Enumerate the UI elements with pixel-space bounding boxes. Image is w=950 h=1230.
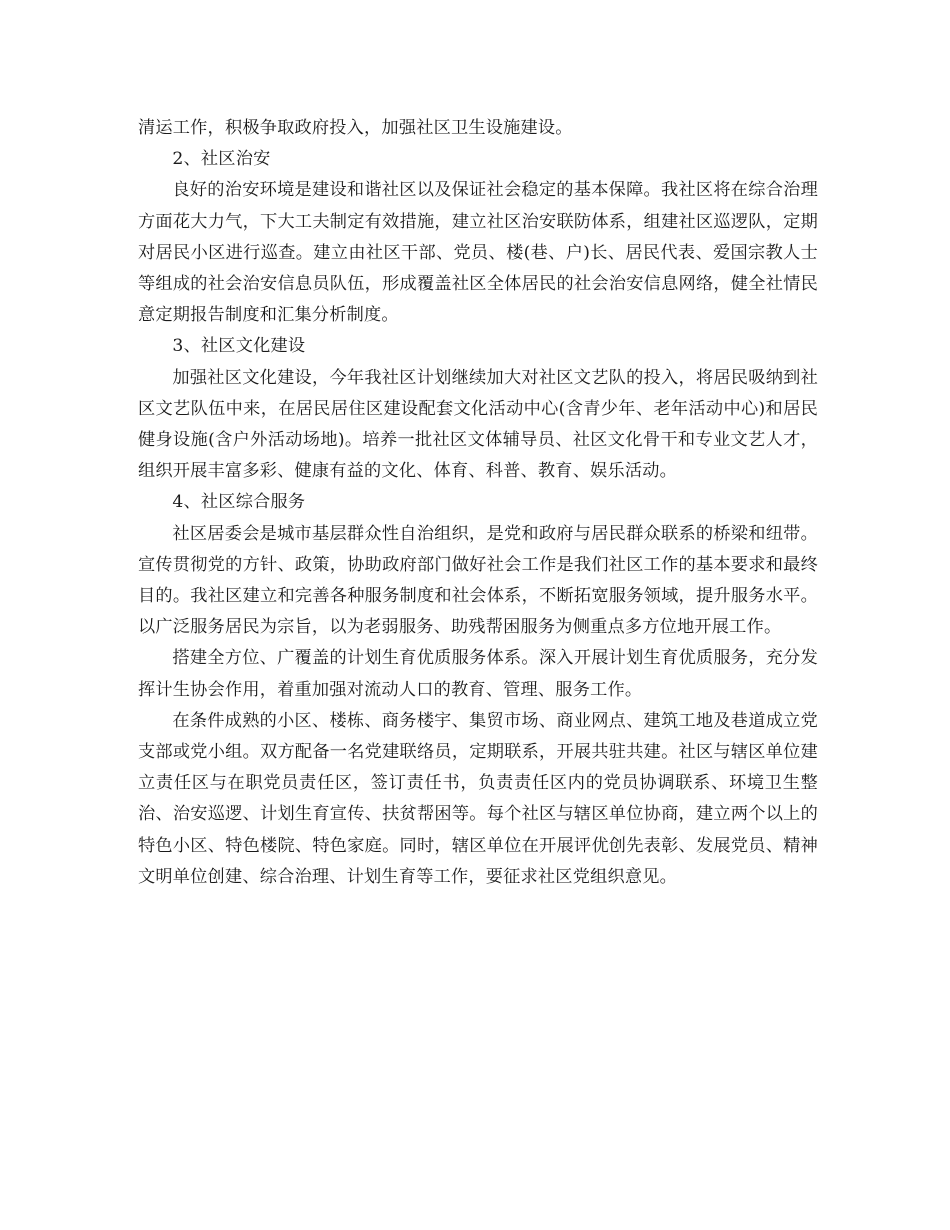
paragraph-services: 社区居委会是城市基层群众性自治组织，是党和政府与居民群众联系的桥梁和纽带。宣传贯彻党的方针、政策，协助政府部门做好社会工作是我们社区工作的基本要求和最终目的。我社区建立和完善各种服务制度和社会体系，不断拓宽服务领域，提升服务水平。以广泛服务居民为宗旨，以为老弱服务、助残帮困服务为侧重点多方位地开展工作。	[138, 523, 818, 638]
paragraph-family-planning: 搭建全方位、广覆盖的计划生育优质服务体系。深入开展计划生育优质服务，充分发挥计生协会作用，着重加强对流动人口的教育、管理、服务工作。	[138, 648, 818, 700]
paragraph-continuation: 清运工作，积极争取政府投入，加强社区卫生设施建设。	[138, 118, 573, 138]
document-body	[138, 113, 818, 893]
section-heading-services: 4、社区综合服务	[172, 492, 306, 513]
section-heading-culture: 3、社区文化建设	[172, 336, 306, 357]
paragraph-culture: 加强社区文化建设，今年我社区计划继续加大对社区文艺队的投入，将居民吸纳到社区文艺队伍中来，在居民居住区建设配套文化活动中心(含青少年、老年活动中心)和居民健身设施(含户外活动场地)。培养一批社区文体辅导员、社区文化骨干和专业文艺人才，组织开展丰富多彩、健康有益的文化、体育、科普、教育、娱乐活动。	[138, 367, 818, 482]
section-heading-security: 2、社区治安	[172, 149, 271, 170]
paragraph-security: 良好的治安环境是建设和谐社区以及保证社会稳定的基本保障。我社区将在综合治理方面花大力气，下大工夫制定有效措施，建立社区治安联防体系，组建社区巡逻队，定期对居民小区进行巡查。建立由社区干部、党员、楼(巷、户)长、居民代表、爱国宗教人士等组成的社会治安信息员队伍，形成覆盖社区全体居民的社会治安信息网络，健全社情民意定期报告制度和汇集分析制度。	[138, 180, 818, 326]
paragraph-party-building: 在条件成熟的小区、楼栋、商务楼宇、集贸市场、商业网点、建筑工地及巷道成立党支部或党小组。双方配备一名党建联络员，定期联系，开展共驻共建。社区与辖区单位建立责任区与在职党员责任区，签订责任书，负责责任区内的党员协调联系、环境卫生整治、治安巡逻、计划生育宣传、扶贫帮困等。每个社区与辖区单位协商，建立两个以上的特色小区、特色楼院、特色家庭。同时，辖区单位在开展评优创先表彰、发展党员、精神文明单位创建、综合治理、计划生育等工作，要征求社区党组织意见。	[138, 710, 818, 887]
